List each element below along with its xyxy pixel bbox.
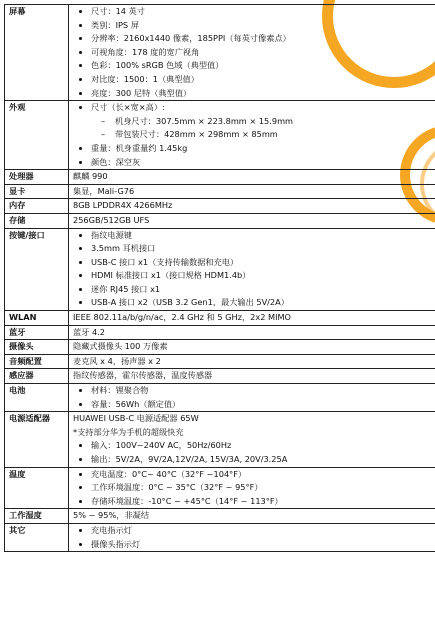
row-value: 麒麟 990 xyxy=(69,170,435,185)
spec-row-other xyxy=(5,523,435,551)
adapter-model: HUAWEI USB-C 电源适配器 65W xyxy=(73,413,199,424)
row-value: 5% ~ 95%，非凝结 xyxy=(69,509,435,524)
row-label: 感应器 xyxy=(5,369,69,384)
row-label: 电池 xyxy=(5,384,69,412)
list-item: 对比度：1500：1（典型值） xyxy=(77,73,435,87)
spec-row-processor xyxy=(5,170,435,185)
spec-row-bluetooth xyxy=(5,325,435,340)
spec-row-memory xyxy=(5,199,435,214)
list-item: 充电温度：0°C~ 40°C（32°F ~104°F） xyxy=(77,468,435,482)
row-label: 处理器 xyxy=(5,170,69,185)
list-item: 分辨率：2160x1440 像素，185PPI（每英寸像素点） xyxy=(77,32,435,46)
spec-row-camera xyxy=(5,340,435,355)
list-item: 摄像头指示灯 xyxy=(77,538,435,552)
list-item: 工作环境温度：0°C ~ 35°C（32°F ~ 95°F） xyxy=(77,481,435,495)
row-value: 蓝牙 4.2 xyxy=(69,325,435,340)
spec-row-audio xyxy=(5,354,435,369)
row-label: 电源适配器 xyxy=(5,412,69,467)
spec-table xyxy=(4,4,435,552)
row-value: 麦克风 x 4，扬声器 x 2 xyxy=(69,354,435,369)
sub-list-item: – 机身尺寸：307.5mm × 223.8mm × 15.9mm xyxy=(101,115,435,129)
row-label: 摄像头 xyxy=(5,340,69,355)
list-item: 容量：56Wh（额定值） xyxy=(77,398,435,412)
spec-row-ports xyxy=(5,228,435,311)
sub-list-item: – 带包装尺寸：428mm × 298mm × 85mm xyxy=(101,128,435,142)
list-item: 亮度：300 尼特（典型值） xyxy=(77,87,435,101)
list-item xyxy=(77,101,435,142)
row-label: 按键/接口 xyxy=(5,228,69,311)
row-value: 8GB LPDDR4X 4266MHz xyxy=(69,199,435,214)
list-item: 色彩：100% sRGB 色域（典型值） xyxy=(77,59,435,73)
spec-row-temperature xyxy=(5,467,435,509)
list-item: 输出：5V/2A，9V/2A,12V/2A, 15V/3A, 20V/3.25A xyxy=(77,453,435,467)
list-item: 迷你 RJ45 接口 x1 xyxy=(77,283,435,297)
list-item: 充电指示灯 xyxy=(77,524,435,538)
row-label: 内存 xyxy=(5,199,69,214)
row-value: 集显，Mali-G76 xyxy=(69,184,435,199)
list-item: 类别：IPS 屏 xyxy=(77,19,435,33)
row-label: 显卡 xyxy=(5,184,69,199)
row-value: IEEE 802.11a/b/g/n/ac，2.4 GHz 和 5 GHz，2x2 MIMO xyxy=(69,311,435,326)
list-item: 输入：100V~240V AC，50Hz/60Hz xyxy=(77,439,435,453)
row-label: 外观 xyxy=(5,101,69,170)
row-label: 屏幕 xyxy=(5,5,69,101)
list-item: 3.5mm 耳机接口 xyxy=(77,242,435,256)
row-label: WLAN xyxy=(5,311,69,326)
row-label: 存储 xyxy=(5,213,69,228)
spec-row-appearance xyxy=(5,101,435,170)
row-value: 256GB/512GB UFS xyxy=(69,213,435,228)
spec-row-humidity xyxy=(5,509,435,524)
list-item: 尺寸：14 英寸 xyxy=(77,5,435,19)
row-label: 蓝牙 xyxy=(5,325,69,340)
adapter-note: *支持部分华为手机的超级快充 xyxy=(73,426,184,437)
spec-row-battery xyxy=(5,384,435,412)
row-label: 工作湿度 xyxy=(5,509,69,524)
size-heading: 尺寸（长×宽×高）: xyxy=(91,102,165,113)
row-label: 其它 xyxy=(5,523,69,551)
row-value: 隐藏式摄像头 100 万像素 xyxy=(69,340,435,355)
list-item: 可视角度：178 度的宽广视角 xyxy=(77,46,435,60)
spec-row-adapter xyxy=(5,412,435,467)
row-label: 温度 xyxy=(5,467,69,509)
spec-row-sensors xyxy=(5,369,435,384)
list-item: 指纹电源键 xyxy=(77,229,435,243)
list-item: USB-A 接口 x2（USB 3.2 Gen1，最大输出 5V/2A） xyxy=(77,296,435,310)
list-item: 颜色：深空灰 xyxy=(77,156,435,170)
list-item: HDMI 标准接口 x1（接口规格 HDM1.4b） xyxy=(77,269,435,283)
spec-row-screen xyxy=(5,5,435,101)
list-item: 存储环境温度：-10°C ~ +45°C（14°F ~ 113°F） xyxy=(77,495,435,509)
spec-row-graphics xyxy=(5,184,435,199)
row-value: 指纹传感器，霍尔传感器，温度传感器 xyxy=(69,369,435,384)
spec-row-storage xyxy=(5,213,435,228)
spec-row-wlan xyxy=(5,311,435,326)
list-item: 材料：锂聚合物 xyxy=(77,384,435,398)
list-item: USB-C 接口 x1（支持传输数据和充电） xyxy=(77,256,435,270)
list-item: 重量：机身重量约 1.45kg xyxy=(77,142,435,156)
row-label: 音频配置 xyxy=(5,354,69,369)
